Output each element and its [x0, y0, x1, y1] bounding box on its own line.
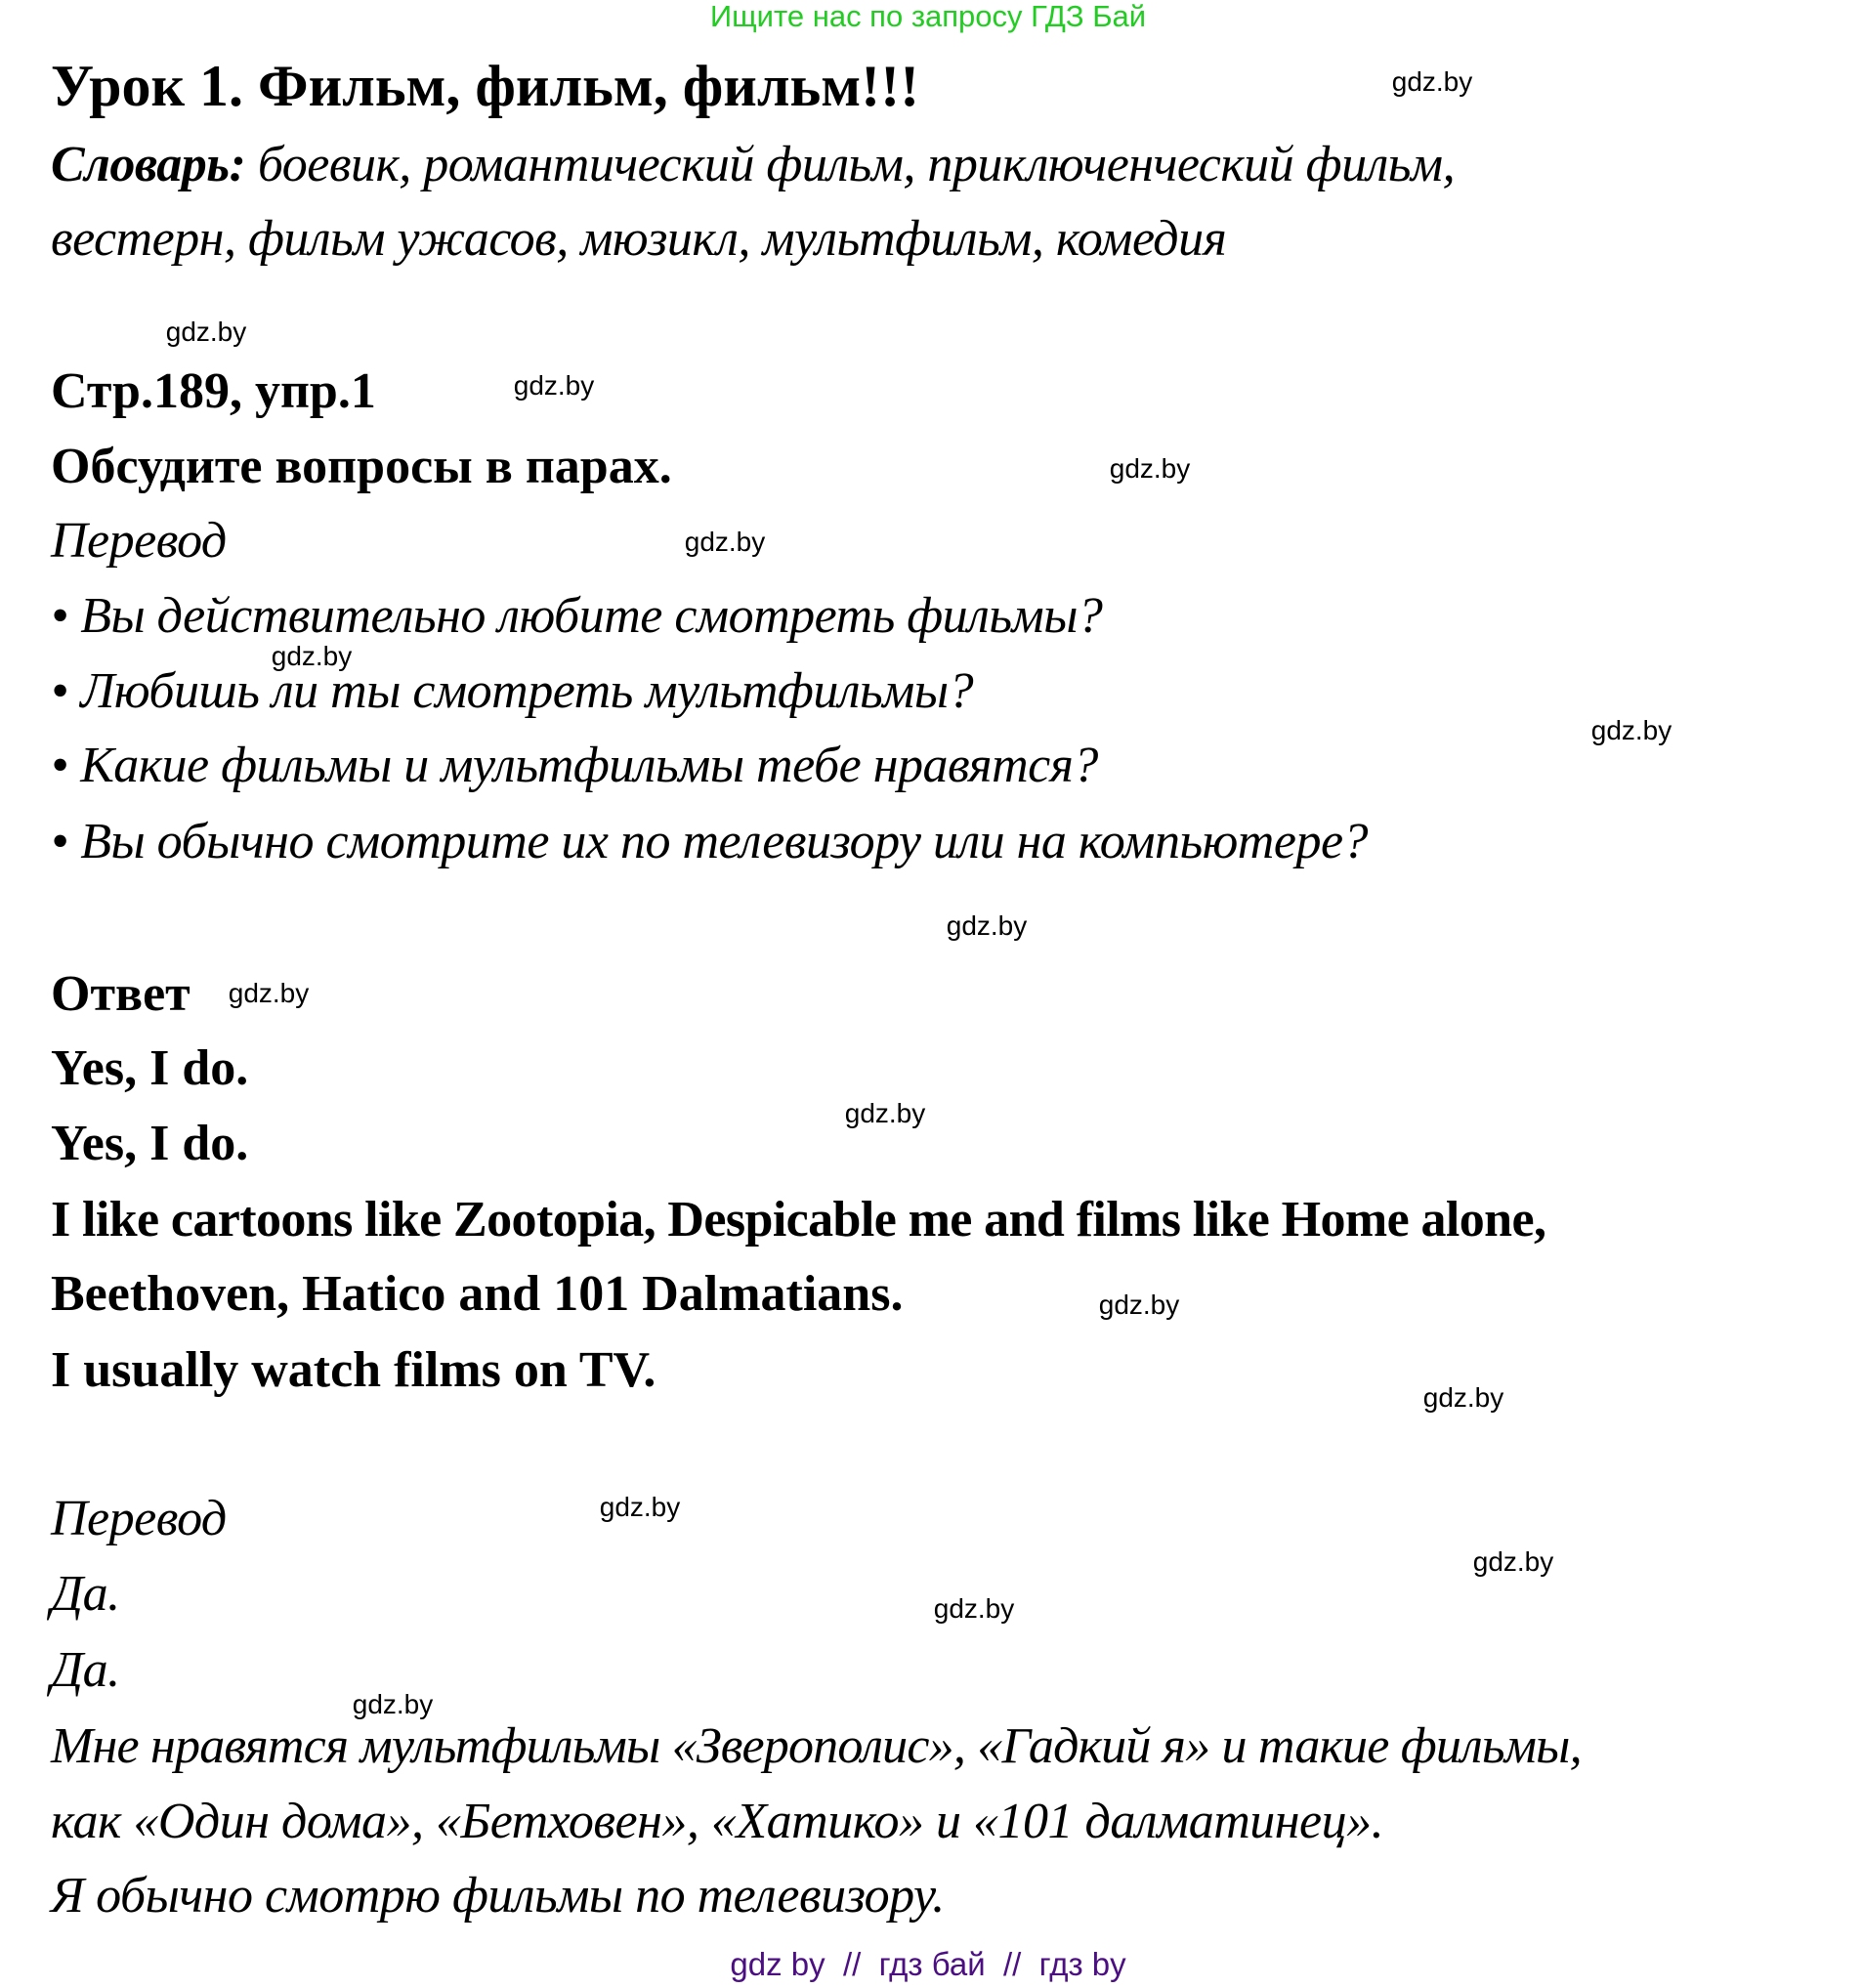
question-item: • Какие фильмы и мультфильмы тебе нравятся? [51, 738, 1098, 793]
translation-label: Перевод [51, 513, 227, 569]
footer-links: gdz by // гдз бай // гдз by [730, 1946, 1126, 1982]
exercise-heading: Стр.189, упр.1 [51, 363, 376, 419]
answer-translation-line: Мне нравятся мультфильмы «Зверополис», «Гадкий я» и такие фильмы, [51, 1718, 1582, 1774]
answer-translation-line: Да. [51, 1642, 120, 1698]
vocabulary-text: боевик, романтический фильм, приключенческий фильм, [245, 137, 1456, 192]
answer-line: Beethoven, Hatico and 101 Dalmatians. [51, 1266, 904, 1322]
question-item: • Вы обычно смотрите их по телевизору или на компьютере? [51, 814, 1369, 869]
question-item: • Любишь ли ты смотреть мультфильмы? [51, 663, 974, 719]
watermark: gdz.by [228, 978, 310, 1008]
watermark: gdz.by [1422, 1382, 1504, 1413]
answer-translation-line: как «Один дома», «Бетховен», «Хатико» и «101 далматинец». [51, 1794, 1384, 1849]
task-heading: Обсудите вопросы в парах. [51, 439, 672, 494]
question-item: • Вы действительно любите смотреть фильмы? [51, 588, 1103, 644]
watermark: gdz.by [1472, 1546, 1554, 1577]
watermark: gdz.by [165, 317, 247, 347]
answer-heading: Ответ [51, 966, 190, 1022]
vocabulary-line-2: вестерн, фильм ужасов, мюзикл, мультфильм, комедия [51, 211, 1227, 267]
watermark: gdz.by [684, 527, 766, 557]
watermark: gdz.by [933, 1593, 1015, 1624]
watermark: gdz.by [1109, 453, 1191, 484]
answer-line: Yes, I do. [51, 1040, 249, 1096]
answer-line: I usually watch films on TV. [51, 1342, 656, 1398]
answer-translation-line: Я обычно смотрю фильмы по телевизору. [51, 1868, 945, 1924]
watermark: gdz.by [352, 1689, 434, 1719]
watermark: gdz.by [1098, 1290, 1180, 1320]
vocabulary-label: Словарь: [51, 137, 246, 192]
page-title: Урок 1. Фильм, фильм, фильм!!! [51, 54, 920, 118]
answer-translation-line: Да. [51, 1566, 120, 1622]
answer-line: I like cartoons like Zootopia, Despicable me and films like Home alone, [51, 1192, 1546, 1248]
search-banner: Ищите нас по запросу ГДЗ Бай [709, 0, 1147, 33]
vocabulary-line-1 [51, 137, 1456, 192]
watermark: gdz.by [844, 1098, 926, 1128]
answer-line: Yes, I do. [51, 1116, 249, 1171]
watermark: gdz.by [513, 370, 595, 401]
answer-translation-label: Перевод [51, 1491, 227, 1546]
watermark: gdz.by [1590, 715, 1672, 745]
watermark: gdz.by [946, 910, 1028, 941]
watermark: gdz.by [599, 1492, 681, 1522]
watermark: gdz.by [271, 641, 353, 671]
watermark: gdz.by [1391, 66, 1473, 97]
